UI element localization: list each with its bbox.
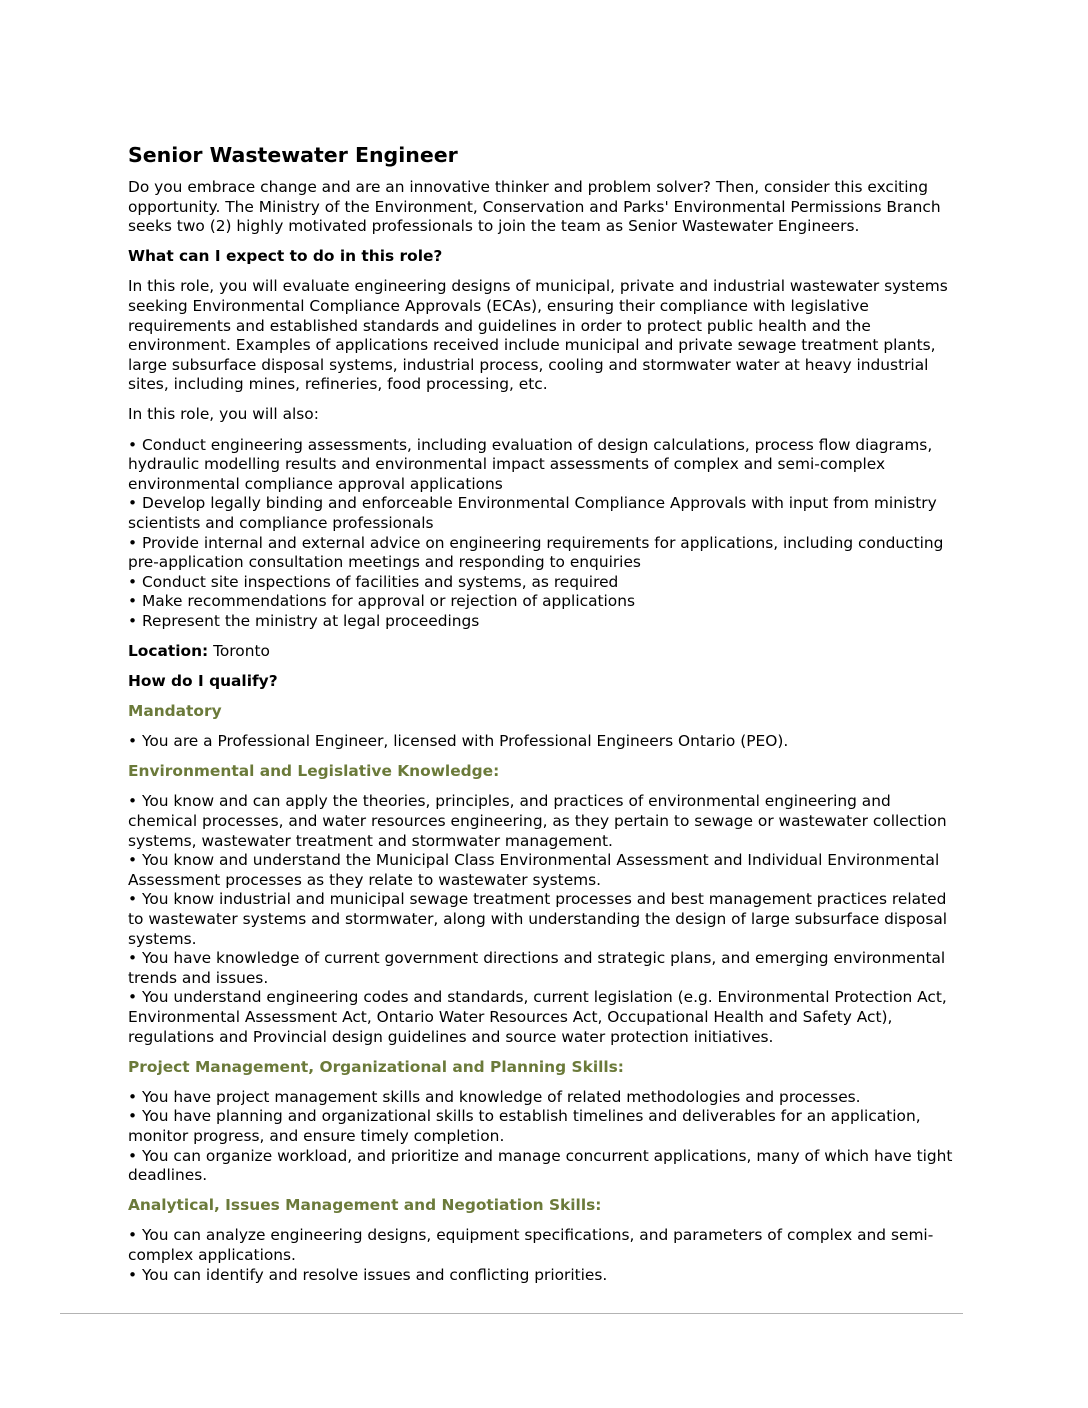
list-item: • You know industrial and municipal sewage treatment processes and best management practices related to wastewater systems and stormwater, along with understanding the design of large subsurface disposal systems. [128, 890, 948, 948]
list-item: • Represent the ministry at legal proceedings [128, 611, 480, 630]
list-item: • Develop legally binding and enforceable Environmental Compliance Approvals with input from ministry scientists and compliance professionals [128, 494, 937, 532]
list-item: • You can identify and resolve issues and conflicting priorities. [128, 1265, 608, 1284]
list-item: • Conduct engineering assessments, including evaluation of design calculations, process flow diagrams, hydraulic modelling results and environmental impact assessments of complex and semi-complex environmental compliance approval applications [128, 435, 933, 493]
list-item: • You know and can apply the theories, principles, and practices of environmental engineering and chemical processes, and water resources engineering, as they pertain to sewage or wastewater collection systems, wastewater treatment and stormwater management. [128, 792, 947, 850]
list-item: • You can organize workload, and prioritize and manage concurrent applications, many of which have tight deadlines. [128, 1146, 953, 1185]
page-divider [60, 1313, 963, 1314]
list-item: • You understand engineering codes and standards, current legislation (e.g. Environmental Protection Act, Environmental Assessment Act, Ontario Water Resources Act, Occupational Health and Safety Act), regulations and Provincial design guidelines and source water protection initiatives. [128, 988, 947, 1046]
list-item: • You have project management skills and knowledge of related methodologies and processes. [128, 1087, 861, 1106]
page-title: Senior Wastewater Engineer [128, 143, 458, 167]
environmental-list [128, 792, 958, 1047]
role-heading: What can I expect to do in this role? [128, 247, 443, 266]
project-heading: Project Management, Organizational and Planning Skills: [128, 1057, 624, 1076]
project-list [128, 1088, 958, 1186]
job-posting [128, 142, 958, 1296]
list-item: • Make recommendations for approval or rejection of applications [128, 592, 635, 611]
location-line [128, 642, 958, 662]
role-also-intro: In this role, you will also: [128, 405, 319, 424]
list-item: • You can analyze engineering designs, equipment specifications, and parameters of complex and semi-complex applications. [128, 1226, 934, 1264]
list-item: • Provide internal and external advice on engineering requirements for applications, including conducting pre-application consultation meetings and responding to enquiries [128, 533, 944, 572]
list-item: • You are a Professional Engineer, licensed with Professional Engineers Ontario (PEO). [128, 732, 789, 751]
list-item: • You have knowledge of current government directions and strategic plans, and emerging environmental trends and issues. [128, 949, 946, 987]
location-value: Toronto [208, 641, 270, 660]
location-label: Location: [128, 641, 209, 660]
list-item: • You know and understand the Municipal Class Environmental Assessment and Individual Environmental Assessment processes as they relate to wastewater systems. [128, 851, 940, 889]
list-item: • You have planning and organizational skills to establish timelines and deliverables for an application, monitor progress, and ensure timely completion. [128, 1107, 921, 1145]
mandatory-list [128, 732, 958, 752]
mandatory-heading: Mandatory [128, 702, 222, 721]
analytical-heading: Analytical, Issues Management and Negotiation Skills: [128, 1196, 602, 1215]
environmental-heading: Environmental and Legislative Knowledge: [128, 762, 500, 781]
analytical-list [128, 1226, 958, 1285]
role-description: In this role, you will evaluate engineering designs of municipal, private and industrial wastewater systems seeking Environmental Compliance Approvals (ECAs), ensuring their compliance with legislative requirements and established standards and guidelines in order to protect public health and the environment. Examples of applications received include municipal and private sewage treatment plants, large subsurface disposal systems, industrial process, cooling and stormwater water at heavy industrial sites, including mines, refineries, food processing, etc. [128, 277, 948, 394]
duties-list [128, 436, 958, 632]
intro-paragraph: Do you embrace change and are an innovative thinker and problem solver? Then, consider this exciting opportunity. The Ministry of the Environment, Conservation and Parks' Environmental Permissions Branch seeks two (2) highly motivated professionals to join the team as Senior Wastewater Engineers. [128, 178, 941, 236]
list-item: • Conduct site inspections of facilities and systems, as required [128, 572, 619, 591]
qualify-heading: How do I qualify? [128, 672, 278, 691]
